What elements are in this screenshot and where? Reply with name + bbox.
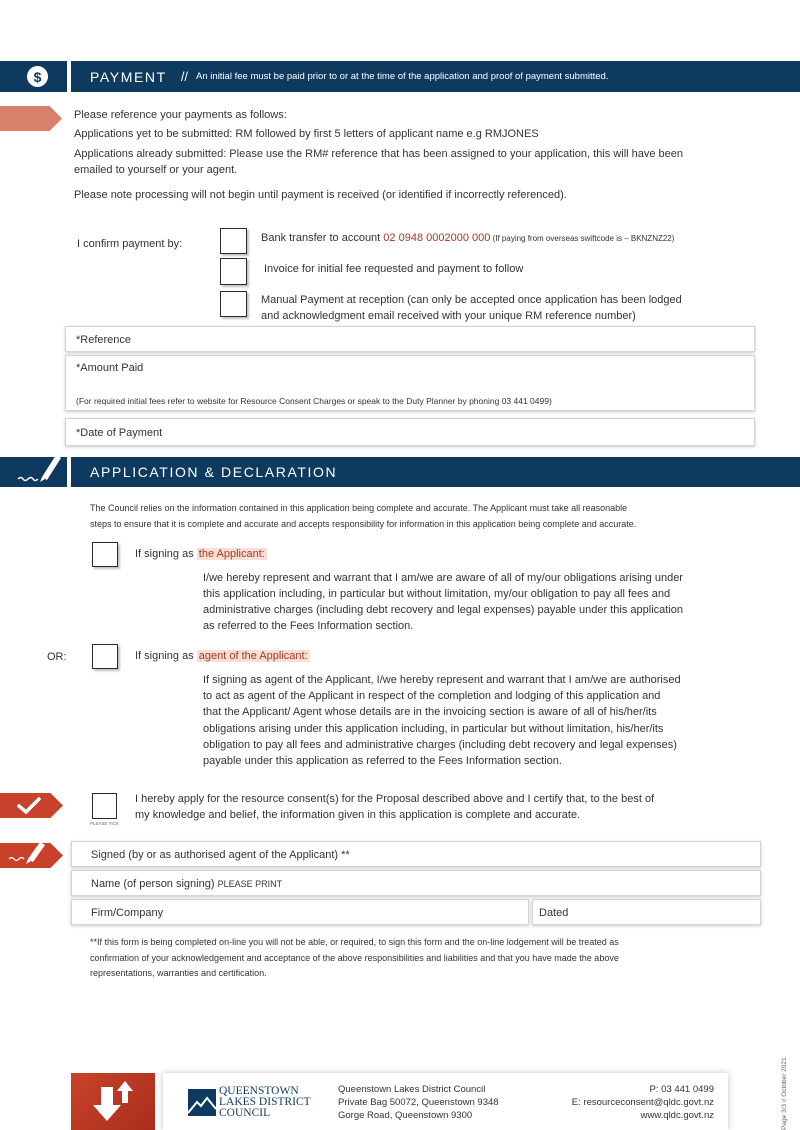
amount-paid-label: *Amount Paid bbox=[76, 362, 144, 374]
swift-code-note: (If paying from overseas swiftcode is – BKNZNZ22) bbox=[490, 234, 675, 243]
header-separator: // bbox=[180, 69, 189, 84]
download-upload-icon bbox=[89, 1077, 139, 1127]
agent-highlight: agent of the Applicant: bbox=[198, 650, 308, 662]
bank-transfer-checkbox[interactable] bbox=[220, 228, 247, 254]
logo-line: LAKES DISTRICT bbox=[219, 1096, 311, 1108]
agent-line: obligation to pay all fees and administrative charges (including debt recovery and legal expenses) bbox=[203, 738, 677, 751]
date-of-payment-field[interactable] bbox=[65, 418, 755, 446]
declaration-icon-box bbox=[0, 457, 67, 487]
dollar-icon: $ bbox=[27, 66, 48, 87]
reference-field[interactable] bbox=[65, 326, 755, 352]
footer-contact bbox=[572, 1083, 714, 1122]
signature-chevron bbox=[0, 843, 63, 868]
bank-transfer-text: Bank transfer to account bbox=[261, 232, 384, 244]
payment-icon-box bbox=[0, 61, 67, 92]
download-upload-button[interactable] bbox=[71, 1073, 155, 1130]
checkmark-icon bbox=[17, 797, 41, 815]
agent-line: that the Applicant/ Agent whose details are in the invoicing section is aware of all of his/her/its bbox=[203, 706, 657, 719]
date-of-payment-label: *Date of Payment bbox=[76, 427, 163, 439]
reference-line-2a: Applications already submitted: Please use the RM# reference that has been assigned to your application, this will have been bbox=[74, 148, 684, 160]
reference-line-1: Applications yet to be submitted: RM followed by first 5 letters of applicant name e.g RMJONES bbox=[74, 128, 539, 140]
reference-line-2b: emailed to yourself or your agent. bbox=[74, 164, 238, 176]
certify-checkbox[interactable] bbox=[92, 793, 117, 819]
reference-arrow-icon bbox=[0, 106, 62, 131]
footnote-line: confirmation of your acknowledgement and acceptance of the above responsibilities and liabilities and that you have made the above bbox=[90, 952, 619, 963]
please-tick-label: PLEASE TICK bbox=[90, 821, 119, 826]
declaration-intro-1: The Council relies on the information contained in this application being complete and accurate. The Applicant must take all reasonable bbox=[90, 503, 628, 513]
applicant-prefix: If signing as bbox=[135, 548, 197, 560]
qldc-wordmark bbox=[219, 1086, 311, 1119]
applicant-line: this application including, in particular but without limitation, my/our obligation to pay all fees and bbox=[203, 588, 671, 600]
please-print-label: PLEASE PRINT bbox=[217, 879, 283, 889]
dated-field[interactable] bbox=[532, 899, 761, 925]
applicant-highlight: the Applicant: bbox=[198, 548, 265, 560]
signed-label: Signed (by or as authorised agent of the Applicant) ** bbox=[91, 849, 350, 861]
payment-header bbox=[71, 61, 800, 92]
address-line: Gorge Road, Queenstown 9300 bbox=[338, 1110, 473, 1121]
pen-signature-icon bbox=[8, 839, 48, 865]
manual-payment-line-2: and acknowledgment email received with your unique RM reference number) bbox=[261, 310, 636, 322]
footer-card bbox=[163, 1073, 728, 1130]
manual-payment-line-1: Manual Payment at reception (can only be accepted once application has been lodged bbox=[261, 294, 682, 306]
invoice-checkbox[interactable] bbox=[220, 258, 247, 285]
manual-payment-checkbox[interactable] bbox=[220, 291, 247, 317]
agent-checkbox[interactable] bbox=[92, 644, 118, 669]
reference-label: *Reference bbox=[76, 334, 132, 346]
agent-line: to act as agent of the Applicant in respect of the completion and lodging of this application and bbox=[203, 690, 661, 703]
declaration-intro-2: steps to ensure that it is complete and accurate and accepts responsibility for information in this application being complete and accurate. bbox=[90, 519, 637, 529]
applicant-line: as referred to the Fees Information section. bbox=[203, 620, 414, 632]
dated-label: Dated bbox=[539, 907, 569, 919]
firm-company-label: Firm/Company bbox=[91, 907, 164, 919]
certify-line-1: I hereby apply for the resource consent(s) for the Proposal described above and I certify that, to the best of bbox=[135, 793, 655, 805]
firm-company-field[interactable] bbox=[71, 899, 529, 925]
applicant-line: I/we hereby represent and warrant that I am/we are aware of all of my/our obligations arising under bbox=[203, 572, 683, 584]
payment-title: PAYMENT bbox=[90, 68, 167, 85]
agent-line: payable under this application as referred to the Fees Information section. bbox=[203, 755, 562, 768]
declaration-header bbox=[71, 457, 800, 487]
or-label: OR: bbox=[47, 651, 67, 663]
footnote bbox=[90, 935, 619, 982]
payment-subtitle: An initial fee must be paid prior to or at the time of the application and proof of payment submitted. bbox=[196, 71, 609, 82]
applicant-line: administrative charges (including debt recovery and legal expenses) payable under this application bbox=[203, 604, 684, 616]
applicant-text bbox=[203, 570, 683, 634]
qldc-logo bbox=[188, 1089, 216, 1116]
name-label: Name (of person signing) bbox=[91, 878, 215, 890]
page-info: Page 3/3 // October 2021 bbox=[781, 1057, 788, 1130]
footer-email[interactable]: E: resourceconsent@qldc.govt.nz bbox=[571, 1097, 714, 1108]
footnote-line: representations, warranties and certification. bbox=[90, 968, 267, 978]
checkmark-chevron bbox=[0, 793, 63, 818]
signed-field[interactable] bbox=[71, 841, 761, 867]
amount-paid-field[interactable] bbox=[65, 355, 755, 411]
bank-transfer-label bbox=[261, 230, 674, 247]
address-line: Queenstown Lakes District Council bbox=[338, 1084, 486, 1095]
pen-signature-icon bbox=[16, 451, 62, 485]
applicant-checkbox[interactable] bbox=[92, 542, 118, 567]
footnote-line: **If this form is being completed on-line you will not be able, or required, to sign this form and the on-line lodgement will be treated as bbox=[90, 937, 619, 947]
agent-heading bbox=[135, 648, 310, 665]
confirm-payment-label: I confirm payment by: bbox=[77, 238, 183, 250]
logo-line: COUNCIL bbox=[219, 1107, 271, 1119]
processing-note: Please note processing will not begin until payment is received (or identified if incorrectly referenced). bbox=[74, 189, 567, 201]
amount-paid-note: (For required initial fees refer to website for Resource Consent Charges or speak to the Duty Planner by phoning 03 441 0499) bbox=[76, 396, 552, 406]
reference-heading: Please reference your payments as follows: bbox=[74, 109, 287, 121]
footer-phone: P: 03 441 0499 bbox=[649, 1084, 714, 1095]
invoice-label: Invoice for initial fee requested and payment to follow bbox=[264, 263, 524, 275]
address-line: Private Bag 50072, Queenstown 9348 bbox=[338, 1097, 499, 1108]
agent-prefix: If signing as bbox=[135, 650, 197, 662]
logo-line: QUEENSTOWN bbox=[219, 1085, 299, 1097]
declaration-title: APPLICATION & DECLARATION bbox=[90, 464, 338, 480]
applicant-heading bbox=[135, 546, 267, 563]
footer-website[interactable]: www.qldc.govt.nz bbox=[640, 1110, 714, 1121]
agent-text bbox=[203, 672, 681, 769]
footer-address bbox=[338, 1083, 499, 1122]
agent-line: If signing as agent of the Applicant, I/we hereby represent and warrant that I am/we are authorised bbox=[203, 674, 681, 686]
agent-line: obligations arising under this application including, in particular but without limitation, his/her/its bbox=[203, 722, 664, 735]
bank-account-number: 02 0948 0002000 000 bbox=[383, 232, 491, 244]
certify-line-2: my knowledge and belief, the information given in this application is complete and accurate. bbox=[135, 809, 581, 821]
mountain-icon bbox=[188, 1089, 216, 1116]
name-field[interactable] bbox=[71, 870, 761, 896]
